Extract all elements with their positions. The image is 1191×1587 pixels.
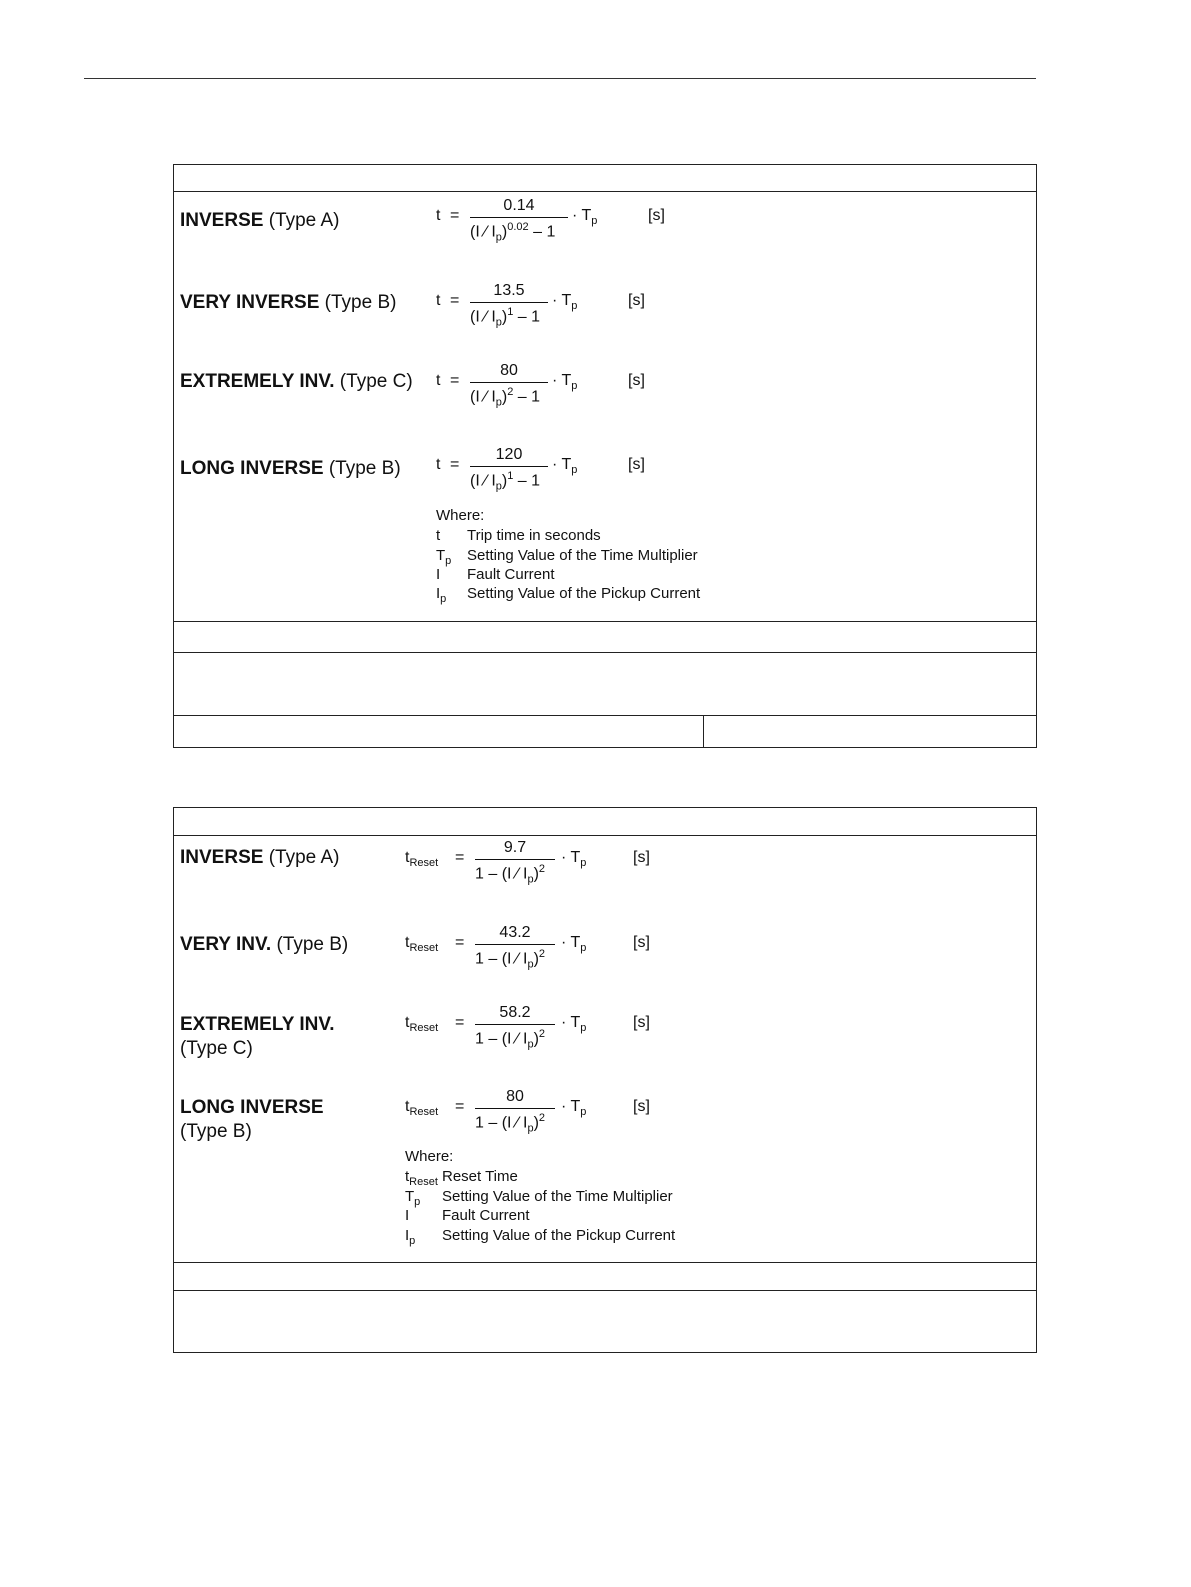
characteristic-label: EXTREMELY INV. (Type C) xyxy=(180,1014,335,1059)
characteristic-label: LONG INVERSE (Type B) xyxy=(180,458,401,479)
reset-formula: $t_{Reset}$ = 43.2 1 – (I ⁄ $I_p)^2$ · $T_p$ [s] xyxy=(405,924,650,971)
legend-item: $t_{Reset}$ Reset Time xyxy=(405,1168,518,1188)
characteristic-label: VERY INV. (Type B) xyxy=(180,934,349,955)
table-divider xyxy=(174,652,1036,653)
characteristic-label: LONG INVERSE (Type B) xyxy=(180,1097,324,1142)
trip-formula: t = 120 (I ⁄ $I_p)^1 - 1$ · $T_p$ [s] xyxy=(436,446,645,493)
characteristic-label: VERY INVERSE (Type B) xyxy=(180,292,397,313)
characteristic-label: INVERSE (Type A) xyxy=(180,210,340,231)
legend-item: I Fault Current xyxy=(436,566,555,583)
where-label: Where: xyxy=(436,507,485,524)
legend-item: $T_p$ Setting Value of the Time Multiplier xyxy=(436,547,698,567)
header-rule xyxy=(84,78,1036,79)
table-divider xyxy=(703,715,704,747)
trip-formula: t = 0.14 (I ⁄ $I_p)^{0.02} - 1$ · $T_p$ [s] xyxy=(436,197,665,244)
table-divider xyxy=(174,1290,1036,1291)
trip-formula: t = 13.5 (I ⁄ $I_p)^1 - 1$ · $T_p$ [s] xyxy=(436,282,645,329)
reset-formula: $t_{Reset}$ = 58.2 1 – (I ⁄ $I_p)^2$ · $T_p$ [s] xyxy=(405,1004,650,1051)
trip-formula-panel xyxy=(173,164,1037,748)
legend-item: $T_p$ Setting Value of the Time Multiplier xyxy=(405,1188,673,1208)
table-divider xyxy=(174,715,1036,716)
table-divider xyxy=(174,621,1036,622)
reset-formula: $t_{Reset}$ = 9.7 1 – (I ⁄ $I_p)^2$ · $T_p$ [s] xyxy=(405,839,650,886)
table-divider xyxy=(174,835,1036,836)
legend-item: $I_p$ Setting Value of the Pickup Current xyxy=(405,1227,676,1247)
trip-formula: t = 80 (I ⁄ $I_p)^2 - 1$ · $T_p$ [s] xyxy=(436,362,645,409)
reset-formula-panel xyxy=(173,807,1037,1353)
legend-item: I Fault Current xyxy=(405,1207,530,1224)
characteristic-label: EXTREMELY INV. (Type C) xyxy=(180,371,413,392)
legend-item: $I_p$ Setting Value of the Pickup Current xyxy=(436,585,701,605)
characteristic-label: INVERSE (Type A) xyxy=(180,847,340,868)
table-divider xyxy=(174,1262,1036,1263)
where-label: Where: xyxy=(405,1148,454,1165)
table-divider xyxy=(174,191,1036,192)
reset-formula: $t_{Reset}$ = 80 1 – (I ⁄ $I_p)^2$ · $T_p$ [s] xyxy=(405,1088,650,1135)
legend-item: t Trip time in seconds xyxy=(436,527,601,544)
